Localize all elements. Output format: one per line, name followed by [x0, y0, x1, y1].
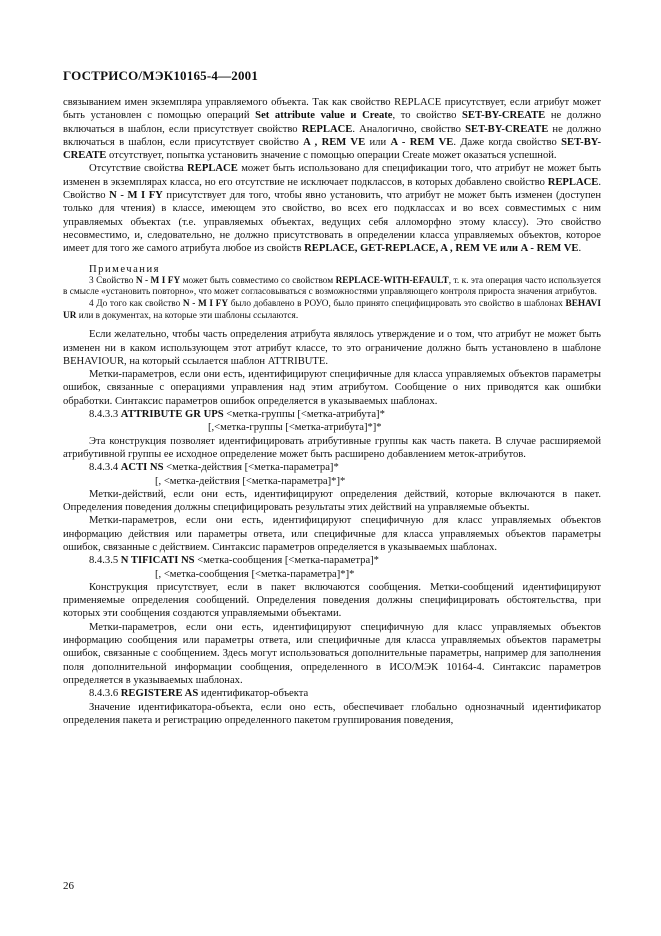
- paragraph: 3 Свойство N - M I FY может быть совместимо со свойством REPLACE-WITH-EFAULT, т. к. эта операция часто используется в смысле «установить повторно», что может согласовываться с возможностями управляющего контроля прироста значения атрибутов.: [63, 275, 601, 298]
- paragraph: Отсутствие свойства REPLACE может быть использовано для спецификации того, что атрибут не может быть изменен в экземплярах класса, но его отсутствие не исключает подклассов, в которых добавлено свойство REPLACE. Свойство N - M I FY присутствует для того, чтобы явно установить, что атрибут не может быть изменен (доступен только для чтения) в классе, имеющем это свойство, во всех его подклассах и во всех совместимых с ним управляемых объектах (т.е. управляемых объектах, ведущих себя алломорфно этому классу). Это свойство несовместимо, и, следовательно, не должно присутствовать в определении класса управляемых объектов, которое имеет для того же самого атрибута любое из свойств REPLACE, GET-REPLACE, A , REM VE или A - REM VE.: [63, 163, 602, 255]
- paragraph: 8.4.3.6 REGISTERE AS идентификатор-объекта: [89, 688, 309, 700]
- document-header: ГОСТРИСО/МЭК10165-4—2001: [63, 68, 259, 83]
- paragraph: [,<метка-группы [<метка-атрибута]*]*: [208, 422, 382, 434]
- paragraph: Примечания: [89, 263, 160, 275]
- paragraph: Метки-параметров, если они есть, идентифицируют специфичную для класс управляемых объектов информацию действия или параметры ответа, или специфичные для класса управляемых объектов параметры ошибок, связанные с действием. Синтаксис параметров определяется в указываемых шаблонах.: [63, 515, 601, 553]
- paragraph: 4 До того как свойство N - M I FY было добавлено в РОУО, было принято специфицировать это свойство в шаблонах BEHAVI UR или в документах, на которые эти шаблоны ссылаются.: [63, 299, 601, 321]
- paragraph: Метки-действий, если они есть, идентифицируют определения действий, которые включаются в пакет. Определения поведения должны специфицировать результаты этих действий на управляемые объекты.: [63, 488, 601, 514]
- paragraph: Метки-параметров, если они есть, идентифицируют специфичную для класс управляемых объектов информацию сообщения или параметры ответа, или специфичные для класса управляемых объектов параметры ошибок, связанные с сообщением. Здесь могут использоваться дополнительные параметры, например для заполнения поля дополнительной информации сообщения, определенного в ИСО/МЭК 10164-4. Синтаксис параметров определяется в указываемых шаблонах.: [63, 621, 601, 686]
- paragraph: 8.4.3.4 ACTI NS <метка-действия [<метка-параметра]*: [89, 462, 339, 474]
- paragraph: 8.4.3.3 ATTRIBUTE GR UPS <метка-группы [<метка-атрибута]*: [89, 409, 385, 421]
- paragraph: Эта конструкция позволяет идентифицировать атрибутивные группы как часть пакета. В случае расширяемой атрибутивной группы ее исходное определение может быть расширено добавлением меток-атрибутов.: [63, 435, 601, 460]
- paragraph: [, <метка-сообщения [<метка-параметра]*]*: [155, 568, 355, 580]
- page-number: 26: [63, 880, 74, 892]
- paragraph: 8.4.3.5 N TIFICATI NS <метка-сообщения [<метка-параметра]*: [89, 555, 379, 567]
- document-body: [63, 96, 601, 727]
- paragraph: Конструкция присутствует, если в пакет включаются сообщения. Метки-сообщений идентифицируют применяемые определения сообщений. Определения поведения должны специфицировать обстоятельства, при которых эти сообщения создаются управляемыми объектами.: [63, 581, 601, 620]
- paragraph: Если желательно, чтобы часть определения атрибута являлось утверждение и о том, что атрибут не может быть изменен ни в каком использующем этот атрибут классе, то это ограничение должно быть установлено в шаблоне BEHAVIOUR, на который ссылается шаблон ATTRIBUTE.: [63, 329, 601, 367]
- paragraph: связыванием имен экземпляра управляемого объекта. Так как свойство REPLACE присутствует, если атрибут может быть установлен с помощью операций Set attribute value и Create, то свойство SET-BY-CREATE не должно включаться в шаблон, если присутствует свойство REPLACE. Аналогично, свойство SET-BY-CREATE не должно включаться в шаблон, если присутствует свойство A , REM VE или A - REM VE. Даже когда свойство SET-BY-CREATE отсутствует, попытка установить значение с помощью операции Create может оказаться успешной.: [63, 97, 602, 162]
- paragraph: Метки-параметров, если они есть, идентифицируют специфичные для класса управляемых объектов параметры ошибок, связанные с операциями управления над этим атрибутом. Сообщение о них приводятся как ошибки обработки. Синтаксис параметров ошибок определяется в указываемых шаблонах.: [63, 369, 601, 407]
- paragraph: [, <метка-действия [<метка-параметра]*]*: [155, 475, 346, 487]
- paragraph: Значение идентификатора-объекта, если оно есть, обеспечивает глобально однозначный идентификатор определения пакета и регистрацию определенного пакетом группирования поведения,: [63, 701, 601, 726]
